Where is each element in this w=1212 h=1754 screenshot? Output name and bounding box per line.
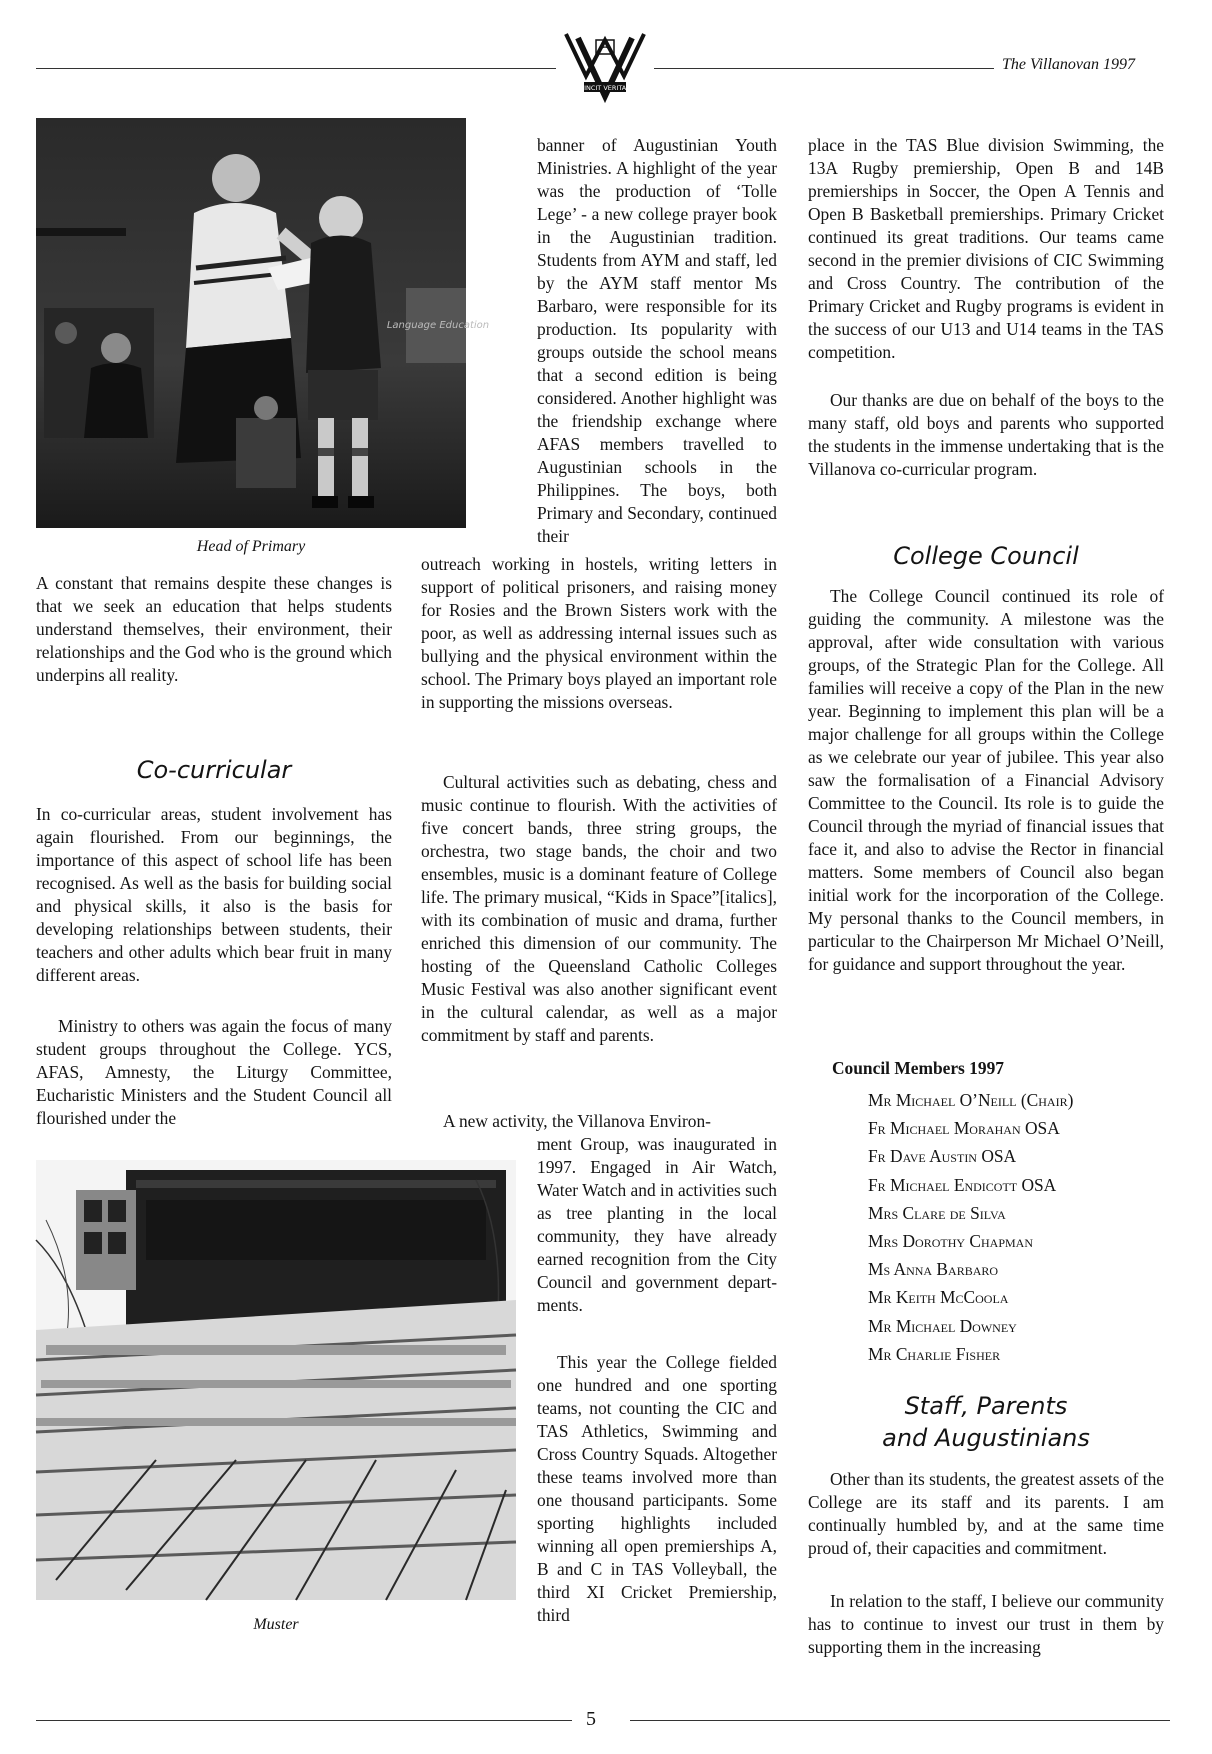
photo-muster (36, 1160, 516, 1600)
paragraph-aym: banner of Augustinian Youth Ministries. A highlight of the year was the production of ‘Tolle Lege’ - a new college prayer book in the Augustinian tradition. Students from AYM and staff, led by the AYM staff mentor Ms Barbaro, were responsible for its production. Its popularity with groups outside the school means that a second edition is being considered. Another highlight was the friendship exchange where AFAS members travelled to Augustinian schools in the Philippines. The boys, both Primary and Secondary, continued their (537, 135, 777, 546)
list-item: Fr Michael Endicott OSA (868, 1174, 1057, 1195)
running-head: The Villanovan 1997 (1002, 56, 1136, 73)
list-item: Mrs Clare de Silva (868, 1202, 1006, 1223)
paragraph-college-council: The College Council continued its role of guiding the community. A milestone was the approval, after wide consultation with various groups, of the Strategic Plan for the College. All families will receive a copy of the Plan in the new year. Beginning to implement this plan will be a major challenge for all groups within the College as we celebrate our year of jubilee. This year also saw the formalisation of a Financial Advisory Committee to the Council. Its role is to guide the Council through the myriad of financial issues that face it, and also to advise the Rector in financial matters. Some members of Council also began initial work for the incorporation of the College. My personal thanks to the Council members, in particular to the Chairperson Mr Michael O’Neill, for guidance and support throughout the year. (808, 586, 1164, 974)
council-members-list (868, 1086, 1073, 1368)
paragraph-environment: ment Group, was inaugurated in 1997. Engaged in Air Watch, Water Watch and in activities such as tree planting in the local community, they have already earned recognition from the City Council and government departments. (537, 1134, 777, 1315)
paragraph-sport-continued: place in the TAS Blue division Swimming, the 13A Rugby premiership, Open B and 14B premierships in Soccer, the Open A Tennis and Open B Basketball premierships. Primary Cricket continued its great traditions. Our teams came second in the premier divisions of CIC Swimming and Cross Country. The contribution of the Primary Cricket and Rugby programs is evident in the success of our U13 and U14 teams in the TAS competition. (808, 135, 1164, 362)
photo-head-of-primary (36, 118, 490, 528)
heading-college-council: College Council (893, 542, 1079, 570)
header-rule-right (654, 68, 994, 69)
page-number: 5 (586, 1708, 596, 1730)
paragraph-cocurricular-involvement: In co-curricular areas, student involvement has again flourished. From our beginnings, the importance of this aspect of school life has been recognised. As well as the basis for building social and physical skills, it also is the basis for developing relationships between students, their teachers and other adults which bear fruit in many different areas. (36, 804, 392, 985)
list-item: Mrs Dorothy Chapman (868, 1231, 1034, 1252)
list-item: Mr Michael Downey (868, 1315, 1017, 1336)
paragraph-cultural: Cultural activities such as debating, chess and music continue to flourish. With the activities of five concert bands, three string groups, the orchestra, two stage bands, the choir and two ensembles, music is a dominant feature of College life. The primary musical, “Kids in Space”[italics], with its combination of music and drama, further enriched this dimension of our community. The hosting of the Queensland Catholic Colleges Music Festival was also another significant event in the cultural calendar, as well as a major commitment by staff and parents. (421, 772, 777, 1045)
paragraph-sport: This year the College fielded one hundred and one sporting teams, not counting the CIC and TAS Athletics, Swimming and Cross Country Squads. Altogether these teams involved more than one thousand participants. Some sporting highlights included winning all open premierships A, B and C in TAS Volleyball, the third XI Cricket Premiership, third (537, 1352, 777, 1625)
list-item: Mr Keith McCoola (868, 1287, 1009, 1308)
heading-staff-line-1: Staff, Parents (904, 1392, 1068, 1420)
list-item: Mr Charlie Fisher (868, 1343, 1001, 1364)
footer-rule-left (36, 1720, 572, 1721)
heading-staff-parents (808, 1390, 1164, 1454)
logo-motto: VINCIT VERITAS (579, 84, 631, 92)
paragraph-staff-trust: In relation to the staff, I believe our community has to continue to invest our trust in them by supporting them in the increasing (808, 1591, 1164, 1657)
footer-rule-right (630, 1720, 1170, 1721)
list-item: Mr Michael O’Neill (Chair) (868, 1090, 1074, 1110)
header-rule-left (36, 68, 556, 69)
paragraph-environment-intro: A new activity, the Villanova Environ- (443, 1111, 711, 1131)
heading-cocurricular: Co-curricular (136, 756, 292, 784)
paragraph-outreach: outreach working in hostels, writing letters in support of political prisoners, and raising money for Rosies and the Brown Sisters work with the poor, as well as addressing internal issues such as bullying and the physical environment within the school. The Primary boys played an important role in supporting the missions overseas. (421, 554, 777, 712)
villanova-crest-logo (560, 30, 650, 102)
paragraph-constant: A constant that remains despite these changes is that we seek an education that helps students understand themselves, their environment, their relationships and the God who is the ground which underpins all reality. (36, 573, 392, 685)
paragraph-ministry: Ministry to others was again the focus of many student groups throughout the College. YCS, AFAS, Amnesty, the Liturgy Committee, Eucharistic Ministers and the Student Council all flourished under the (36, 1016, 392, 1128)
caption-head-of-primary: Head of Primary (196, 538, 306, 555)
council-members-heading: Council Members 1997 (832, 1058, 1004, 1078)
caption-muster: Muster (253, 1616, 299, 1633)
heading-staff-line-2: and Augustinians (882, 1424, 1090, 1452)
paragraph-thanks: Our thanks are due on behalf of the boys to the many staff, old boys and parents who supported the students in the immense undertaking that is the Villanova co-curricular program. (808, 390, 1164, 479)
list-item: Fr Michael Morahan OSA (868, 1118, 1060, 1139)
list-item: Ms Anna Barbaro (868, 1259, 999, 1280)
photo-sign-text: Language Education (386, 320, 490, 331)
paragraph-staff-parents: Other than its students, the greatest assets of the College are its staff and its parents. I am continually humbled by, and at the same time proud of, their capacities and commitment. (808, 1469, 1164, 1558)
list-item: Fr Dave Austin OSA (868, 1146, 1017, 1167)
